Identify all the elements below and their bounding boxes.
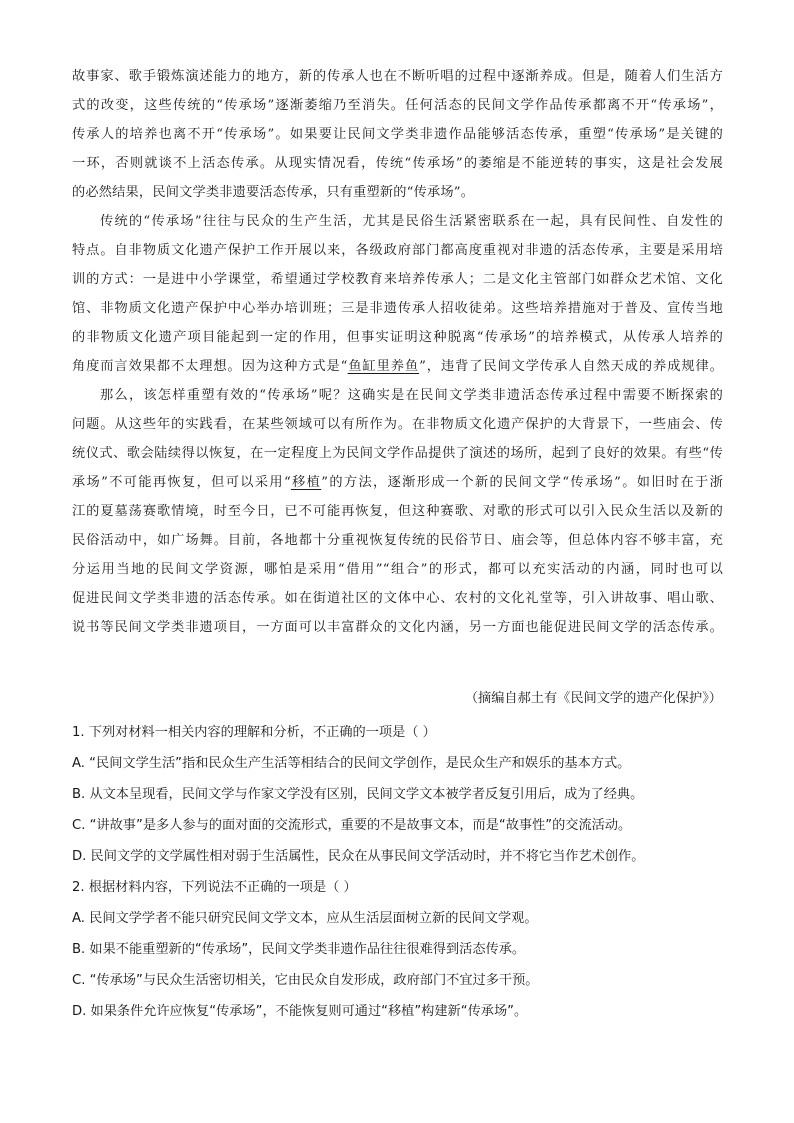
- passage-line: 一环，否则就谈不上活态传承。从现实情况看，传统“传承场”的萎缩是不能逆转的事实，这是社会发展: [72, 156, 723, 171]
- underlined-phrase: 鱼缸里养鱼: [347, 359, 420, 374]
- passage-line: 那么，该怎样重塑有效的“传承场”呢？这确实是在民间文学类非遗活态传承过程中需要不断探索的: [100, 388, 723, 403]
- question-stem: 1. 下列对材料一相关内容的理解和分析，不正确的一项是（ ）: [72, 725, 436, 740]
- passage-line: 江的夏墓荡赛歌情境，时至今日，已不可能再恢复，但这种赛歌、对歌的形式可以引入民众生活以及新的: [72, 504, 723, 519]
- passage-text: 承场”不可能再恢复，但可以采用“: [72, 475, 291, 490]
- underlined-phrase: 移植: [290, 475, 322, 490]
- passage-text: ”: [419, 359, 427, 374]
- reading-passage: [72, 62, 723, 642]
- passage-line: 统仪式、歌会陆续得以恢复，在一定程度上为民间文学作品提供了演述的场所，起到了良好的效果。有些“传: [72, 446, 723, 461]
- option-a: A. “民间文学生活”指和民众生产生活等相结合的民间文学创作，是民众生产和娱乐的基本方式。: [72, 756, 631, 771]
- passage-line: 馆、非物质文化遗产保护中心举办培训班；三是非遗传承人招收徒弟。这些培养措施对于普及、宣传当地: [72, 301, 723, 316]
- passage-line: 传承人的培养也离不开“传承场”。如果要让民间文学类非遗作品能够活态传承，重塑“传承场”是关键的: [72, 127, 723, 142]
- question-2: [72, 872, 723, 1027]
- passage-line: 民俗活动中，如广场舞。目前，各地都十分重视恢复传统的民俗节日、庙会等，但总体内容不够丰富，充: [72, 533, 723, 548]
- option-c: C. “传承场”与民众生活密切相关，它由民众自发形成，政府部门不宜过多干预。: [72, 973, 539, 988]
- passage-line: 式的改变，这些传统的“传承场”逐渐萎缩乃至消失。任何活态的民间文学作品传承都离不开“传承场”，: [72, 98, 723, 113]
- option-b: B. 如果不能重塑新的“传承场”，民间文学类非遗作品往往很难得到活态传承。: [72, 942, 526, 957]
- passage-line: 分运用当地的民间文学资源，哪怕是采用“借用”“组合”的形式，都可以充实活动的内涵，同时也可以: [72, 562, 723, 577]
- passage-source: （摘编自郝土有《民间文学的遗产化保护》）: [464, 691, 722, 706]
- passage-text: 角度而言效果都不太理想。因为这种方式是“: [72, 359, 348, 374]
- question-1: [72, 717, 723, 872]
- option-b: B. 从文本呈现看，民间文学与作家文学没有区别，民间文学文本被学者反复引用后，成为了经典。: [72, 787, 644, 802]
- passage-line: 的非物质文化遗产项目能起到一定的作用，但事实证明这种脱离“传承场”的培养模式，从传承人培养的: [72, 330, 723, 345]
- passage-line: 训的方式：一是进中小学课堂，希望通过学校教育来培养传承人；二是文化主管部门如群众艺术馆、文化: [72, 272, 723, 287]
- passage-text: ”的方法，逐渐形成一个新的民间文学“传承场”。如旧时在于浙: [321, 475, 723, 490]
- passage-line: 传统的“传承场”往往与民众的生产生活，尤其是民俗生活紧密联系在一起，具有民间性、自发性的: [100, 214, 723, 229]
- option-d: D. 民间文学的文学属性相对弱于生活属性，民众在从事民间文学活动时，并不将它当作艺术创作。: [72, 849, 645, 864]
- passage-line: 问题。从这些年的实践看，在某些领域可以有所作为。在非物质文化遗产保护的大背景下，一些庙会、传: [72, 417, 723, 432]
- passage-line: [72, 468, 723, 497]
- option-a: A. 民间文学学者不能只研究民间文学文本，应从生活层面树立新的民间文学观。: [72, 911, 538, 926]
- option-d: D. 如果条件允许应恢复“传承场”，不能恢复则可通过“移植”构建新“传承场”。: [72, 1004, 528, 1019]
- passage-line: 特点。自非物质文化遗产保护工作开展以来，各级政府部门都高度重视对非遗的活态传承，主要是采用培: [72, 243, 723, 258]
- passage-line: 促进民间文学类非遗的活态传承。如在街道社区的文体中心、农村的文化礼堂等，引入讲故事、唱山歌、: [72, 591, 723, 606]
- passage-line: [72, 352, 723, 381]
- passage-text: ，违背了民间文学传承人自然天成的养成规律。: [426, 359, 723, 374]
- passage-line: 的必然结果，民间文学类非遗要活态传承，只有重塑新的“传承场”。: [72, 185, 475, 200]
- option-c: C. “讲故事”是多人参与的面对面的交流形式，重要的不是故事文本，而是“故事性”的交流活动。: [72, 818, 632, 833]
- question-stem: 2. 根据材料内容，下列说法不正确的一项是（ ）: [72, 880, 357, 895]
- passage-line: 说书等民间文学类非遗项目，一方面可以丰富群众的文化内涵，另一方面也能促进民间文学的活态传承。: [72, 620, 723, 635]
- passage-line: 故事家、歌手锻炼演述能力的地方，新的传承人也在不断听唱的过程中逐渐养成。但是，随着人们生活方: [72, 69, 723, 84]
